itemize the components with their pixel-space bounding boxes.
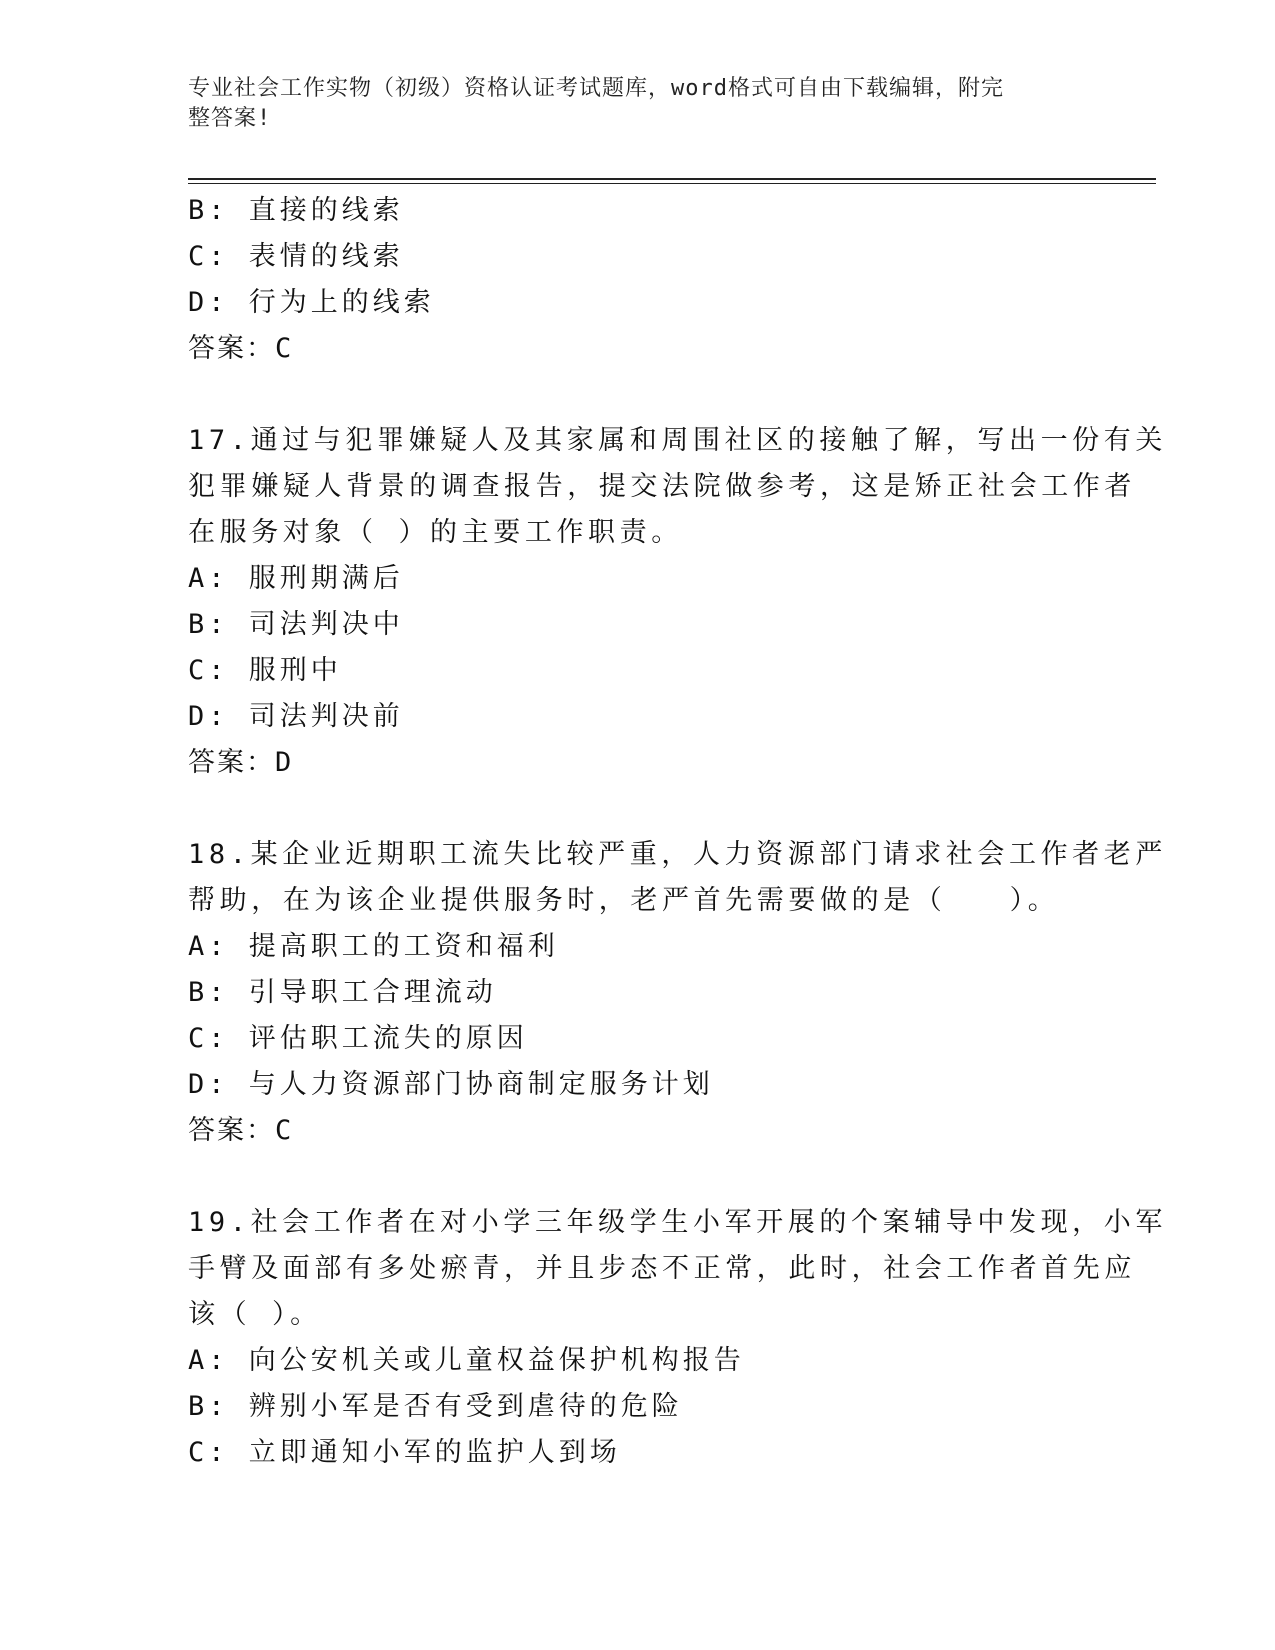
- stem-line: 手臂及面部有多处瘀青，并且步态不正常，此时，社会工作者首先应: [188, 1253, 1136, 1284]
- stem-line: 在服务对象（ ）的主要工作职责。: [188, 517, 683, 548]
- option-a: A: 提高职工的工资和福利: [188, 931, 559, 962]
- option-a: A: 向公安机关或儿童权益保护机构报告: [188, 1345, 745, 1376]
- page-header: [188, 74, 1068, 134]
- header-line-1: 专业社会工作实物（初级）资格认证考试题库，word格式可自由下载编辑，附完: [188, 76, 1004, 101]
- option-c: C: 评估职工流失的原因: [188, 1023, 528, 1054]
- answer-line: 答案：C: [188, 1115, 294, 1146]
- stem-line: 17.通过与犯罪嫌疑人及其家属和周围社区的接触了解，写出一份有关: [188, 425, 1167, 456]
- option-b: B: 直接的线索: [188, 195, 404, 226]
- option-b: B: 引导职工合理流动: [188, 977, 497, 1008]
- question-stem: [188, 832, 1167, 924]
- continued-question: [188, 188, 1088, 372]
- answer-line: 答案：C: [188, 333, 294, 364]
- question-19: [188, 1200, 1167, 1476]
- stem-line: 19.社会工作者在对小学三年级学生小军开展的个案辅导中发现，小军: [188, 1207, 1167, 1238]
- question-17: [188, 418, 1167, 786]
- header-line-2: 整答案!: [188, 106, 272, 131]
- question-18: [188, 832, 1167, 1154]
- option-b: B: 辨别小军是否有受到虐待的危险: [188, 1391, 683, 1422]
- option-b: B: 司法判决中: [188, 609, 404, 640]
- option-d: D: 司法判决前: [188, 701, 404, 732]
- stem-line: 犯罪嫌疑人背景的调查报告，提交法院做参考，这是矫正社会工作者: [188, 471, 1136, 502]
- option-d: D: 与人力资源部门协商制定服务计划: [188, 1069, 714, 1100]
- question-stem: [188, 418, 1167, 556]
- question-content: [188, 188, 1167, 1476]
- stem-line: 帮助，在为该企业提供服务时，老严首先需要做的是（ ）。: [188, 885, 1060, 916]
- option-c: C: 表情的线索: [188, 241, 404, 272]
- question-stem: [188, 1200, 1167, 1338]
- header-divider-thin: [188, 183, 1156, 184]
- spacer: [188, 372, 1088, 418]
- option-a: A: 服刑期满后: [188, 563, 404, 594]
- answer-line: 答案：D: [188, 747, 294, 778]
- stem-line: 该（ ）。: [188, 1299, 322, 1330]
- option-d: D: 行为上的线索: [188, 287, 435, 318]
- header-divider-thick: [188, 178, 1156, 180]
- option-c: C: 服刑中: [188, 655, 342, 686]
- stem-line: 18.某企业近期职工流失比较严重，人力资源部门请求社会工作者老严: [188, 839, 1167, 870]
- spacer: [188, 786, 1088, 832]
- spacer: [188, 1154, 1088, 1200]
- option-c: C: 立即通知小军的监护人到场: [188, 1437, 621, 1468]
